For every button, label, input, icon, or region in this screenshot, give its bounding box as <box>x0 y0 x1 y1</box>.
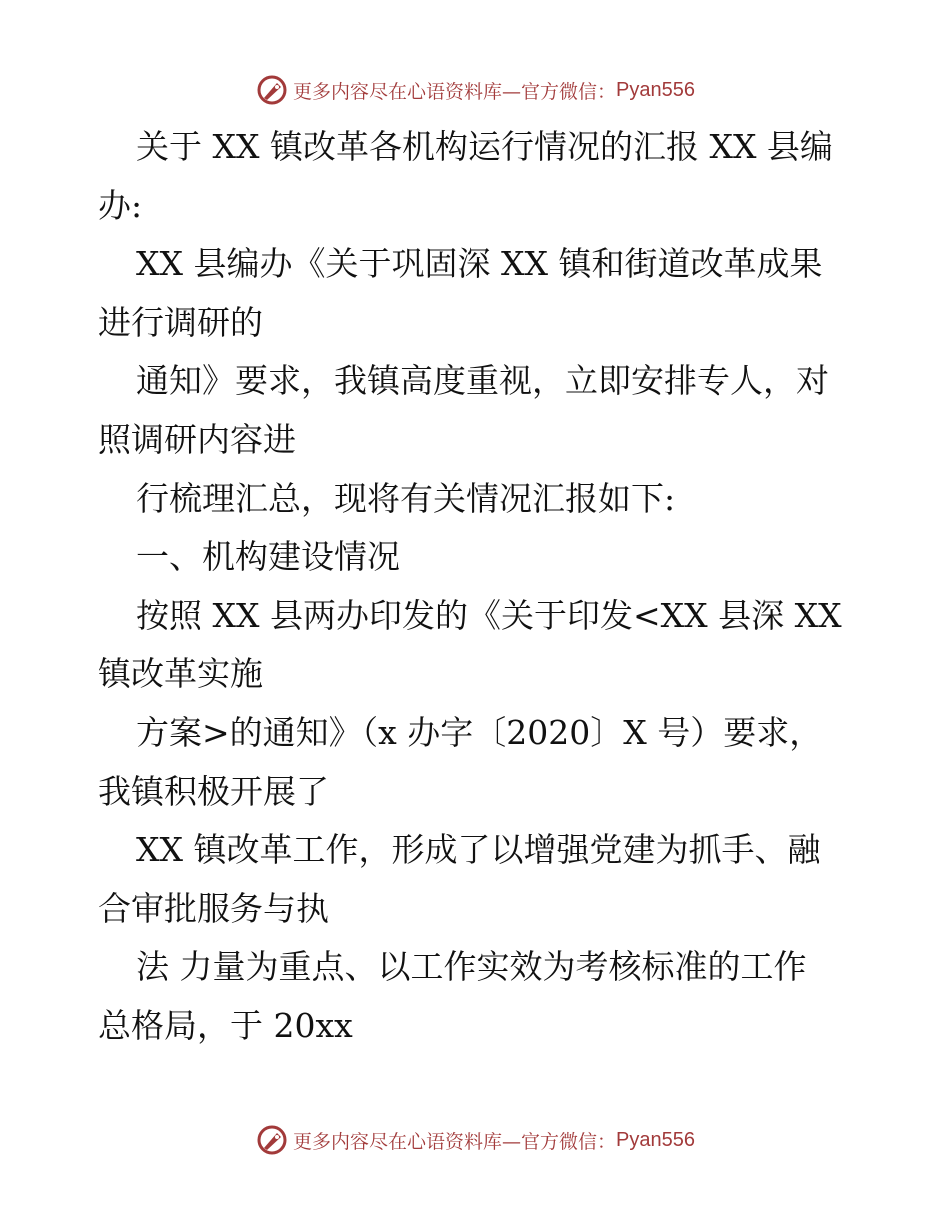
section-heading: 一、机构建设情况 <box>136 537 400 577</box>
text-line: 方案>的通知》（x 办字〔2020〕X 号）要求， <box>136 712 823 752</box>
text-line: 我镇积极开展了 <box>98 771 329 811</box>
header-watermark <box>0 70 950 110</box>
text-line: XX 县编办《关于巩固深 XX 镇和街道改革成果 <box>136 244 823 284</box>
watermark-wechat-id: Pyan556 <box>616 78 695 101</box>
text-line: 办: <box>98 185 143 225</box>
text-line: 按照 XX 县两办印发的《关于印发<XX 县深 XX <box>136 595 842 635</box>
text-line: 进行调研的 <box>98 302 263 342</box>
text-line: 行梳理汇总，现将有关情况汇报如下: <box>136 478 676 518</box>
pen-nib-circle-icon <box>255 1123 289 1157</box>
text-line: 合审批服务与执 <box>98 888 329 928</box>
footer-watermark <box>0 1120 950 1160</box>
text-line: 通知》要求，我镇高度重视，立即安排专人，对 <box>136 361 829 401</box>
document-body <box>98 118 858 1056</box>
text-line: XX 镇改革工作，形成了以增强党建为抓手、融 <box>136 830 821 870</box>
pen-nib-circle-icon <box>255 73 289 107</box>
text-line: 总格局，于 20xx <box>98 1005 353 1045</box>
text-line: 照调研内容进 <box>98 419 296 459</box>
text-line: 镇改革实施 <box>98 654 263 694</box>
text-line: 关于 XX 镇改革各机构运行情况的汇报 XX 县编 <box>136 127 833 166</box>
text-line: 法 力量为重点、以工作实效为考核标准的工作 <box>136 947 807 987</box>
watermark-wechat-id: Pyan556 <box>616 1128 695 1151</box>
watermark-text: 更多内容尽在心语资料库—官方微信： <box>293 80 617 103</box>
watermark-text: 更多内容尽在心语资料库—官方微信： <box>293 1130 617 1153</box>
